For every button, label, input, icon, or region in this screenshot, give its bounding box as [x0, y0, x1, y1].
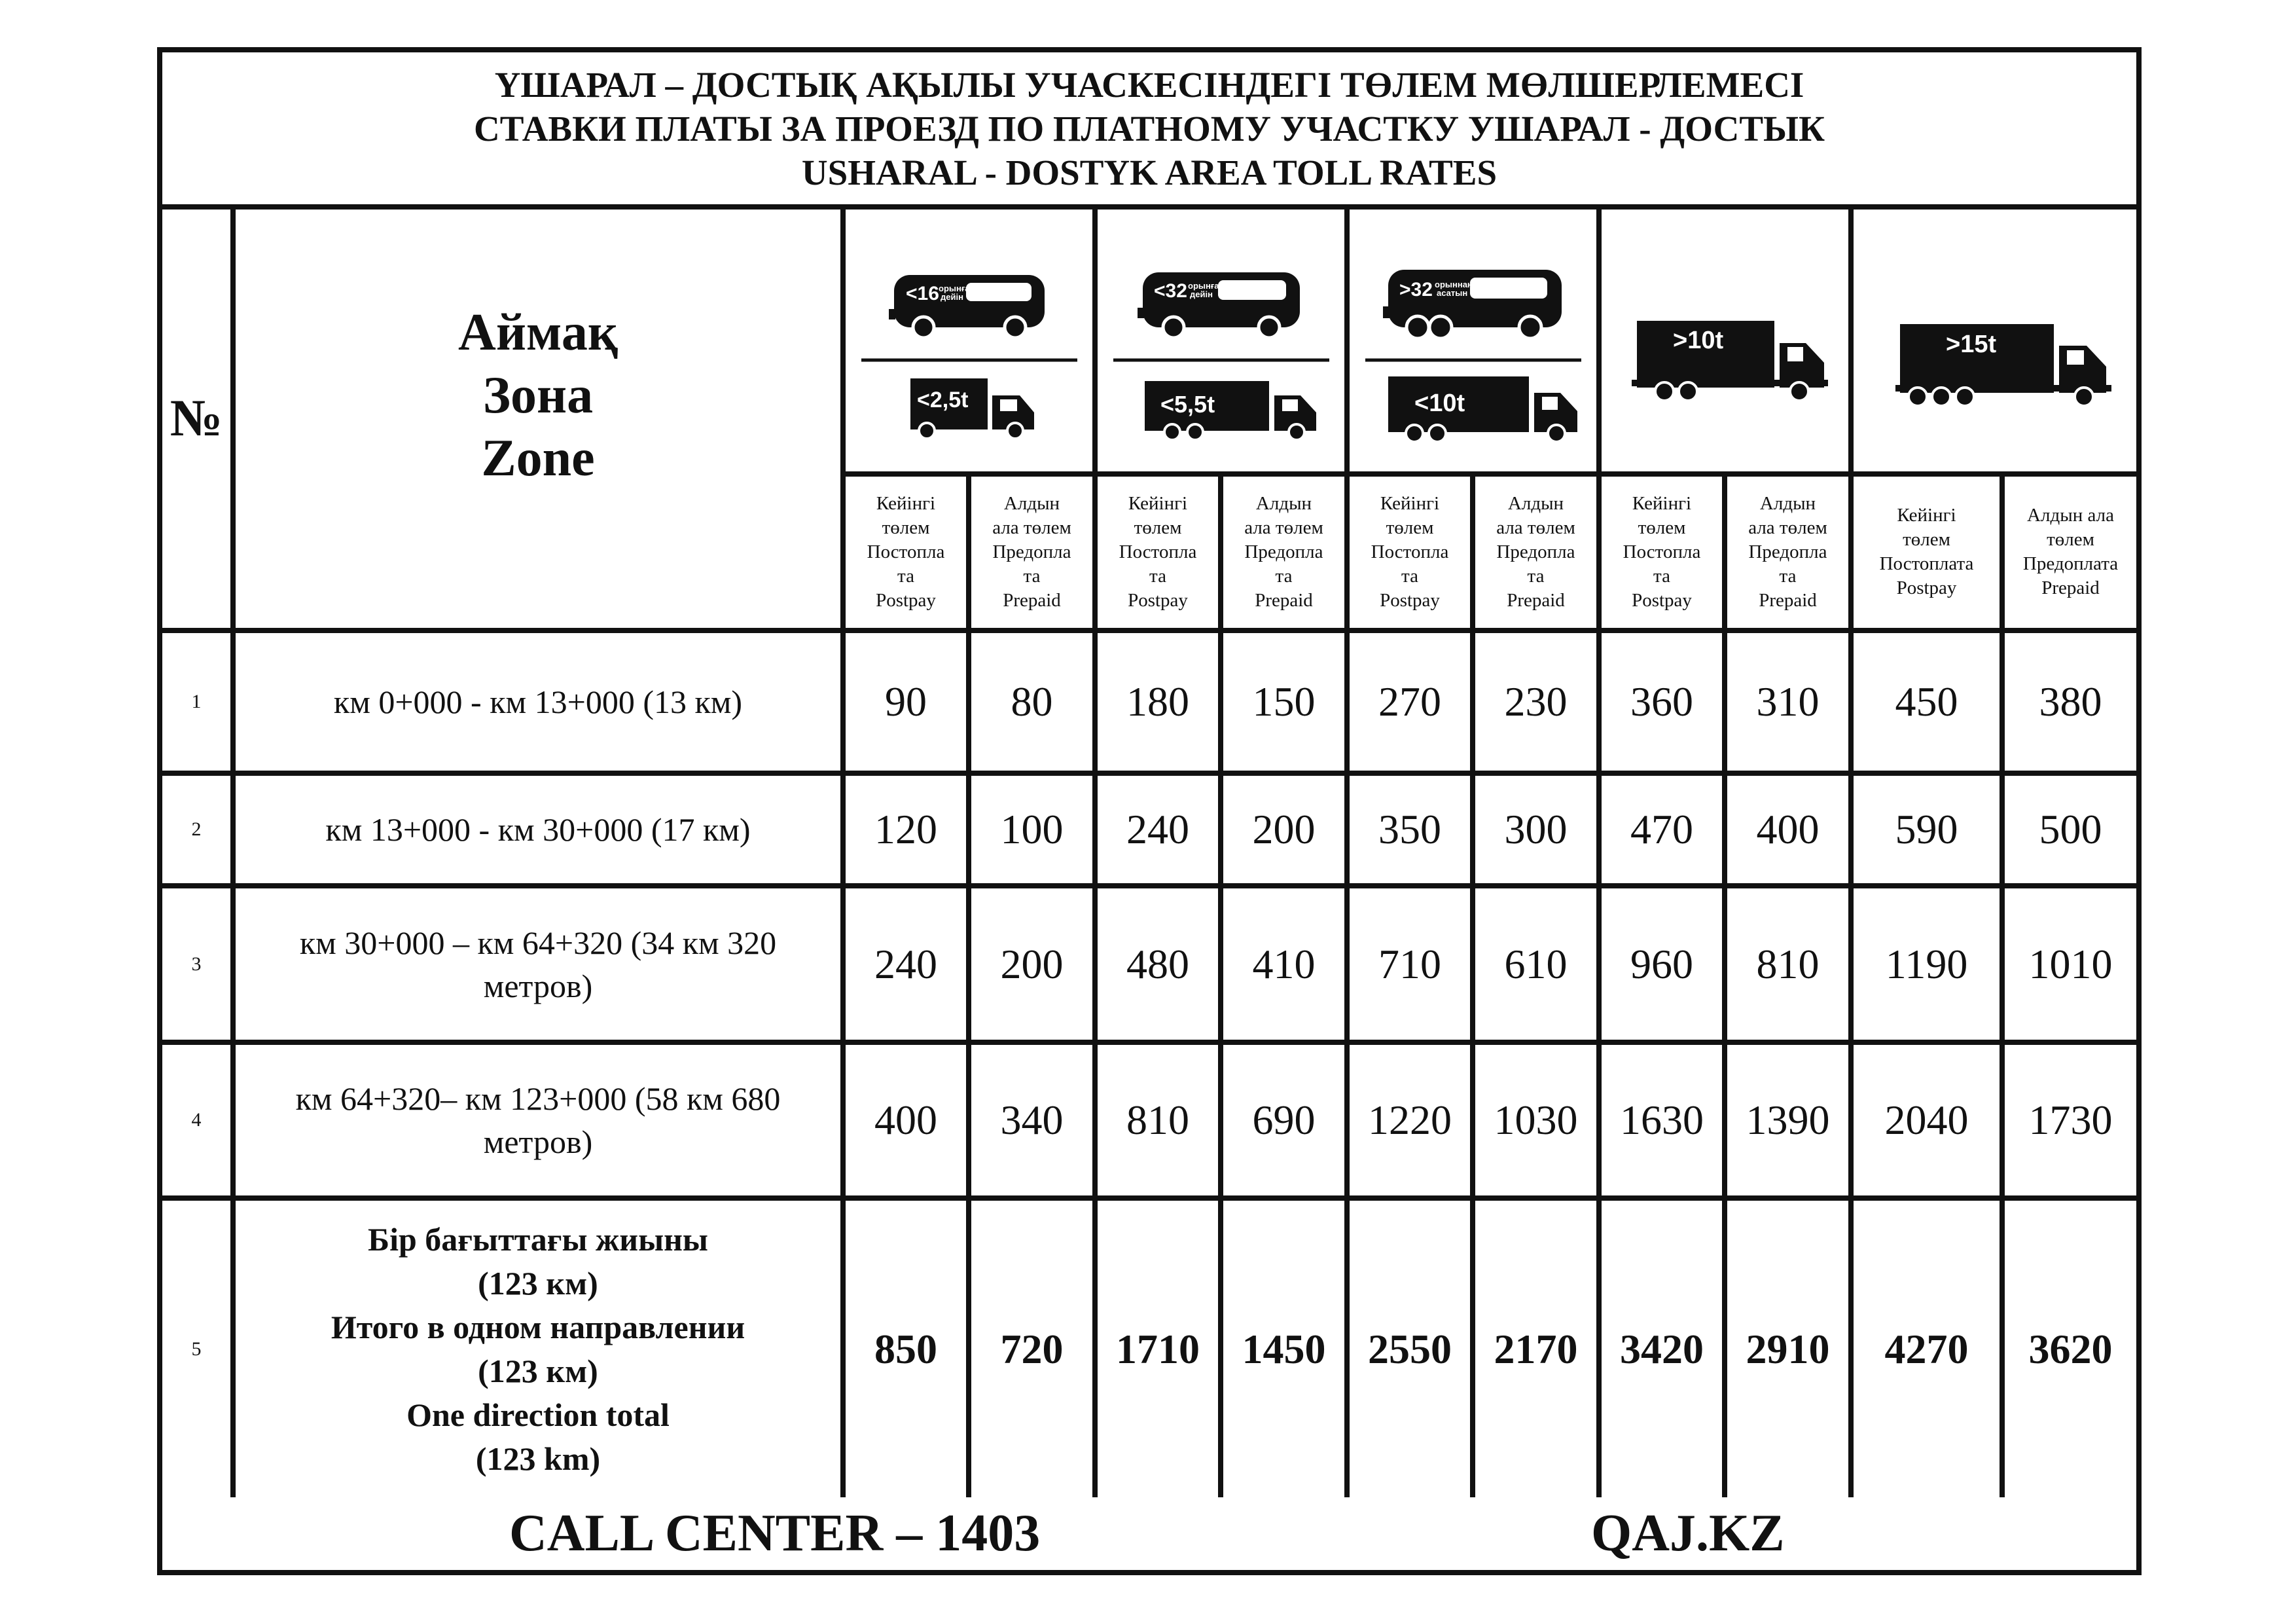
footer — [162, 1497, 2136, 1570]
postpay-header: Кейінгі төлем Постопла та Postpay — [1095, 474, 1221, 630]
svg-text:орынға: орынға — [1187, 280, 1219, 291]
heavy-truck-icon — [1604, 236, 1846, 445]
bus-and-truck-icon — [1100, 236, 1342, 445]
rate-cell: 300 — [1473, 773, 1599, 886]
rate-cell: 350 — [1347, 773, 1473, 886]
rate-cell: 1630 — [1599, 1042, 1725, 1198]
rate-cell: 340 — [969, 1042, 1095, 1198]
total-label: Бір бағыттағы жиыны (123 км) Итого в одном направлении (123 км) One direction total (123 km) — [233, 1198, 843, 1497]
title-kazakh: ҮШАРАЛ – ДОСТЫҚ АҚЫЛЫ УЧАСКЕСІНДЕГІ ТӨЛЕМ МӨЛШЕРЛЕМЕСІ — [494, 64, 1804, 105]
svg-text:дейін: дейін — [940, 291, 963, 302]
zone-range: км 64+320– км 123+000 (58 км 680 метров) — [233, 1042, 843, 1198]
rate-cell: 500 — [2002, 773, 2136, 886]
rate-cell: 450 — [1851, 630, 2002, 773]
truck-icon — [1145, 381, 1316, 440]
table-row — [162, 630, 2136, 773]
prepaid-header: Алдын ала төлем Предопла та Prepaid — [1473, 474, 1599, 630]
website-address: QAJ.KZ — [1591, 1504, 1785, 1562]
bus-icon — [1383, 270, 1562, 338]
rate-cell: 150 — [1221, 630, 1347, 773]
total-row — [162, 1198, 2136, 1497]
rate-cell: 480 — [1095, 886, 1221, 1042]
zone-header-en: Zone — [481, 429, 595, 488]
total-cell: 1450 — [1221, 1198, 1347, 1497]
heavy-truck-icon — [1857, 236, 2132, 445]
zone-range: км 0+000 - км 13+000 (13 км) — [233, 630, 843, 773]
postpay-header: Кейінгі төлем Постоплата Postpay — [1851, 474, 2002, 630]
total-cell: 3620 — [2002, 1198, 2136, 1497]
rate-cell: 710 — [1347, 886, 1473, 1042]
rate-cell: 80 — [969, 630, 1095, 773]
total-cell: 2910 — [1725, 1198, 1851, 1497]
svg-text:дейін: дейін — [1189, 289, 1213, 299]
rate-cell: 200 — [969, 886, 1095, 1042]
rate-cell: 400 — [1725, 773, 1851, 886]
rate-cell: 1010 — [2002, 886, 2136, 1042]
rate-cell: 1220 — [1347, 1042, 1473, 1198]
postpay-header: Кейінгі төлем Постопла та Postpay — [843, 474, 969, 630]
vehicle-class-2 — [1095, 210, 1347, 474]
truck-icon — [1388, 376, 1577, 442]
title-block — [162, 52, 2136, 210]
toll-rates-table — [162, 210, 2136, 1497]
title-english: USHARAL - DOSTYK AREA TOLL RATES — [801, 152, 1498, 192]
bus-capacity-label: <16 — [905, 282, 939, 304]
bus-capacity-label: >32 — [1399, 278, 1433, 301]
total-cell: 850 — [843, 1198, 969, 1497]
prepaid-header: Алдын ала төлем Предопла та Prepaid — [1725, 474, 1851, 630]
row-number: 5 — [162, 1198, 233, 1497]
total-cell: 1710 — [1095, 1198, 1221, 1497]
toll-rate-sheet — [157, 47, 2142, 1575]
truck-weight-label: >10t — [1672, 326, 1723, 354]
rate-cell: 100 — [969, 773, 1095, 886]
postpay-header: Кейінгі төлем Постопла та Postpay — [1347, 474, 1473, 630]
vehicle-class-4 — [1599, 210, 1851, 474]
call-center-number: CALL CENTER – 1403 — [509, 1504, 1041, 1562]
rate-cell: 400 — [843, 1042, 969, 1198]
svg-text:орынға: орынға — [938, 283, 969, 293]
total-cell: 2170 — [1473, 1198, 1599, 1497]
rate-cell: 180 — [1095, 630, 1221, 773]
bus-icon — [889, 275, 1045, 338]
table-row — [162, 886, 2136, 1042]
truck-weight-label: <2,5t — [916, 387, 968, 412]
rate-cell: 230 — [1473, 630, 1599, 773]
number-header: № — [162, 210, 233, 630]
truck-weight-label: >15t — [1946, 330, 1997, 358]
row-number: 2 — [162, 773, 233, 886]
table-row — [162, 1042, 2136, 1198]
vehicle-class-1 — [843, 210, 1095, 474]
rate-cell: 1030 — [1473, 1042, 1599, 1198]
rate-cell: 90 — [843, 630, 969, 773]
prepaid-header: Алдын ала төлем Предоплата Prepaid — [2002, 474, 2136, 630]
zone-header — [233, 210, 843, 630]
bus-capacity-label: <32 — [1153, 280, 1187, 302]
title-russian: СТАВКИ ПЛАТЫ ЗА ПРОЕЗД ПО ПЛАТНОМУ УЧАСТКУ УШАРАЛ - ДОСТЫК — [474, 108, 1825, 149]
rate-cell: 410 — [1221, 886, 1347, 1042]
zone-header-kz: Аймақ — [458, 304, 618, 362]
rate-cell: 360 — [1599, 630, 1725, 773]
truck-weight-label: <5,5t — [1160, 390, 1215, 418]
row-number: 1 — [162, 630, 233, 773]
total-cell: 2550 — [1347, 1198, 1473, 1497]
truck-weight-label: <10t — [1414, 389, 1465, 417]
svg-text:орыннан: орыннан — [1434, 279, 1473, 289]
rate-cell: 810 — [1095, 1042, 1221, 1198]
rate-cell: 690 — [1221, 1042, 1347, 1198]
vehicle-class-3 — [1347, 210, 1599, 474]
rate-cell: 470 — [1599, 773, 1725, 886]
zone-range: км 30+000 – км 64+320 (34 км 320 метров) — [233, 886, 843, 1042]
total-cell: 4270 — [1851, 1198, 2002, 1497]
rate-cell: 610 — [1473, 886, 1599, 1042]
prepaid-header: Алдын ала төлем Предопла та Prepaid — [1221, 474, 1347, 630]
prepaid-header: Алдын ала төлем Предопла та Prepaid — [969, 474, 1095, 630]
svg-text:асатын: асатын — [1436, 287, 1467, 298]
total-cell: 3420 — [1599, 1198, 1725, 1497]
rate-cell: 120 — [843, 773, 969, 886]
row-number: 3 — [162, 886, 233, 1042]
zone-header-ru: Зона — [482, 367, 594, 425]
vehicle-class-row — [162, 210, 2136, 474]
postpay-header: Кейінгі төлем Постопла та Postpay — [1599, 474, 1725, 630]
rate-cell: 1730 — [2002, 1042, 2136, 1198]
rate-cell: 960 — [1599, 886, 1725, 1042]
rate-cell: 380 — [2002, 630, 2136, 773]
rate-cell: 200 — [1221, 773, 1347, 886]
rate-cell: 310 — [1725, 630, 1851, 773]
rate-cell: 240 — [843, 886, 969, 1042]
rate-cell: 2040 — [1851, 1042, 2002, 1198]
bus-and-truck-icon — [1352, 236, 1594, 445]
rate-cell: 270 — [1347, 630, 1473, 773]
rate-cell: 810 — [1725, 886, 1851, 1042]
zone-range: км 13+000 - км 30+000 (17 км) — [233, 773, 843, 886]
table-row — [162, 773, 2136, 886]
bus-icon — [1138, 272, 1300, 338]
vehicle-class-5 — [1851, 210, 2136, 474]
total-cell: 720 — [969, 1198, 1095, 1497]
rate-cell: 1190 — [1851, 886, 2002, 1042]
rate-cell: 1390 — [1725, 1042, 1851, 1198]
rate-cell: 590 — [1851, 773, 2002, 886]
bus-and-truck-icon — [848, 236, 1090, 445]
row-number: 4 — [162, 1042, 233, 1198]
rate-cell: 240 — [1095, 773, 1221, 886]
truck-icon — [910, 378, 1034, 439]
